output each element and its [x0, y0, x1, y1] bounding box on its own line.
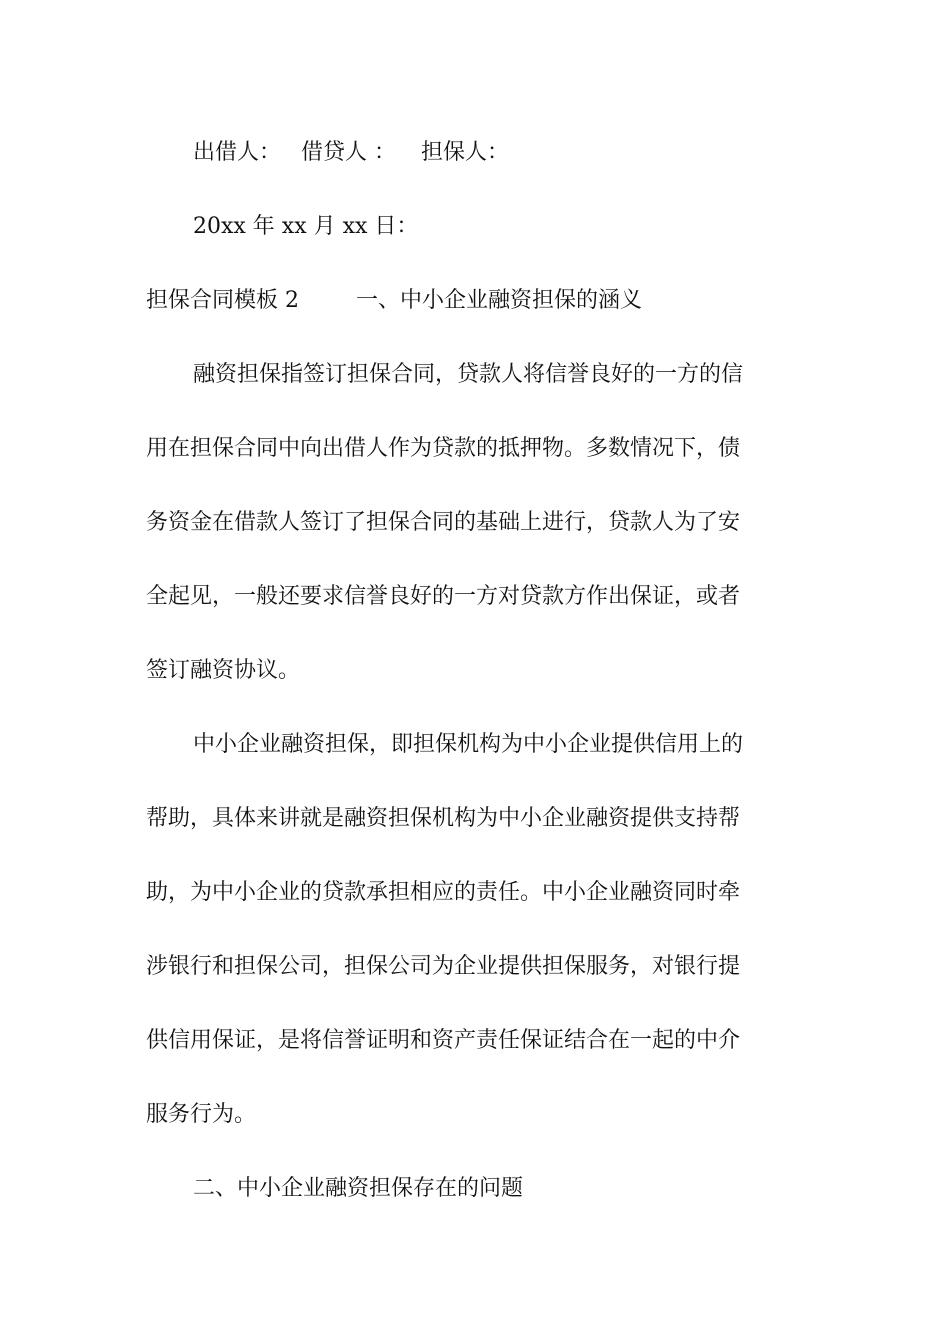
guarantor-label: 担保人： [421, 140, 510, 165]
borrower-label: 借贷人 ： [301, 140, 396, 165]
lender-label: 出借人： [193, 140, 282, 165]
paragraph-text: 全起见，一般还要求信誉良好的一方对贷款方作出保证，或者 [146, 584, 741, 609]
template-title: 担保合同模板 2 [146, 288, 299, 313]
paragraph-text: 用在担保合同中向出借人作为贷款的抵押物。多数情况下，债 [146, 436, 741, 461]
paragraph-text: 中小企业融资担保，即担保机构为中小企业提供信用上的 [193, 732, 744, 757]
paragraph-text: 涉银行和担保公司，担保公司为企业提供担保服务，对银行提 [146, 954, 741, 979]
paragraph-text: 帮助，具体来讲就是融资担保机构为中小企业融资提供支持帮 [146, 806, 741, 831]
section2-heading: 二、中小企业融资担保存在的问题 [193, 1176, 524, 1201]
section1-heading: 一、中小企业融资担保的涵义 [356, 288, 643, 313]
paragraph-text: 服务行为。 [146, 1102, 257, 1127]
paragraph-text: 融资担保指签订担保合同，贷款人将信誉良好的一方的信 [193, 362, 744, 387]
date-text: 20xx 年 xx 月 xx 日： [193, 214, 419, 239]
paragraph-text: 务资金在借款人签订了担保合同的基础上进行，贷款人为了安 [146, 510, 741, 535]
paragraph-text: 助，为中小企业的贷款承担相应的责任。中小企业融资同时牵 [146, 880, 741, 905]
paragraph-text: 签订融资协议。 [146, 658, 301, 683]
paragraph-text: 供信用保证，是将信誉证明和资产责任保证结合在一起的中介 [146, 1028, 741, 1053]
